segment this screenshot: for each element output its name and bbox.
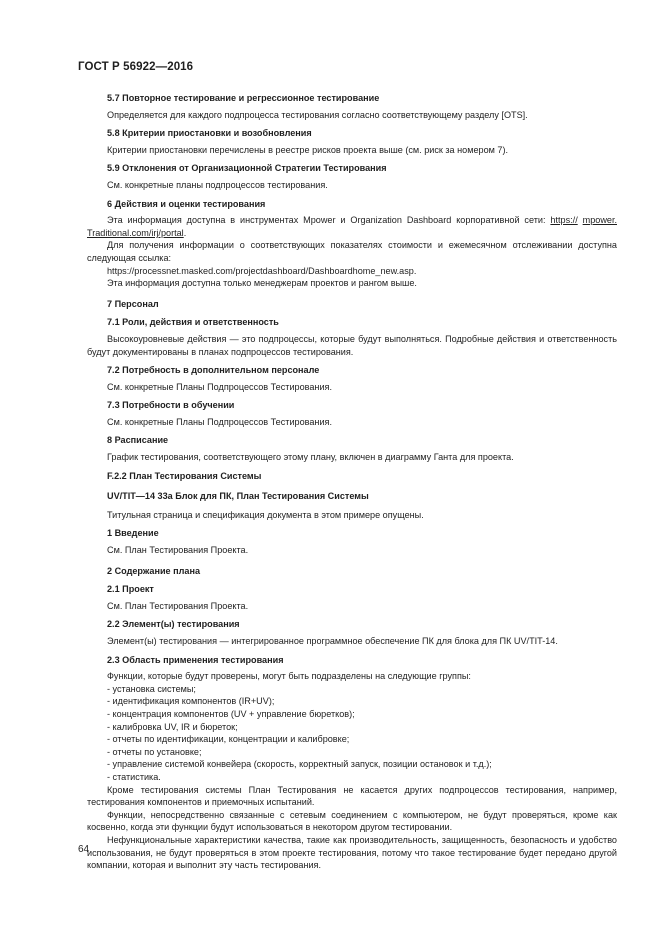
- text-6-p3: Эта информация доступна только менеджерам проектов и рангом выше.: [107, 278, 417, 289]
- heading-8: 8 Расписание: [107, 435, 169, 446]
- heading-7-2: 7.2 Потребность в дополнительном персонале: [107, 365, 320, 376]
- heading-7-1: 7.1 Роли, действия и ответственность: [107, 317, 279, 328]
- heading-2-1: 2.1 Проект: [107, 584, 154, 595]
- processnet-link[interactable]: https://processnet.masked.com/projectdashboard/Dashboardhome_new.asp.: [107, 265, 417, 276]
- list-item: - калибровка UV, IR и бюреток;: [107, 721, 238, 732]
- list-item: - установка системы;: [107, 683, 196, 694]
- list-item: - статистика.: [107, 771, 161, 782]
- text-7-1: Высокоуровневые действия — это подпроцессы, которые будут выполняться. Подробные действия и ответственность будут документированы в планах подпроцессов тестирования.: [87, 333, 617, 357]
- heading-2-3: 2.3 Область применения тестирования: [107, 654, 284, 665]
- heading-5-9: 5.9 Отклонения от Организационной Стратегии Тестирования: [107, 163, 387, 174]
- text-2-2: Элемент(ы) тестирования — интегрированное программное обеспечение ПК для блока для ПК UV/TIT-14.: [107, 636, 558, 646]
- text-7-2: См. конкретные Планы Подпроцессов Тестирования.: [107, 381, 332, 392]
- text-2-3-pa: Кроме тестирования системы План Тестирования не касается других подпроцессов тестирования, например, тестирования компонентов и приемочных испытаний.: [87, 784, 617, 808]
- text-5-9: См. конкретные планы подпроцессов тестирования.: [107, 179, 328, 190]
- standard-header: ГОСТ Р 56922—2016: [78, 61, 194, 73]
- text-1: См. План Тестирования Проекта.: [107, 545, 249, 556]
- list-item: - концентрация компонентов (UV + управление бюретков);: [107, 708, 355, 719]
- heading-uv-tit: UV/TIT—14 33а Блок для ПК, План Тестирования Системы: [107, 491, 369, 502]
- page-number: 64: [78, 844, 90, 855]
- text-8: График тестирования, соответствующего этому плану, включен в диаграмму Ганта для проекта.: [107, 452, 514, 463]
- heading-5-7: 5.7 Повторное тестирование и регрессионное тестирование: [107, 93, 380, 103]
- heading-6: 6 Действия и оценки тестирования: [107, 198, 266, 209]
- text-uv-tit: Титульная страница и спецификация документа в этом примере опущены.: [107, 509, 424, 520]
- text-2-1: См. План Тестирования Проекта.: [107, 600, 249, 611]
- text-6-p1-body: Эта информация доступна в инструментах Mpower и Organization Dashboard корпоративной сети:: [107, 215, 546, 226]
- heading-7-3: 7.3 Потребности в обучении: [107, 400, 235, 411]
- heading-f-2-2: F.2.2 План Тестирования Системы: [107, 470, 262, 481]
- text-2-3-intro: Функции, которые будут проверены, могут быть подразделены на следующие группы:: [107, 671, 471, 682]
- heading-2-2: 2.2 Элемент(ы) тестирования: [107, 619, 240, 630]
- heading-7: 7 Персонал: [107, 298, 159, 309]
- page-content: [87, 92, 617, 872]
- list-item: - идентификация компонентов (IR+UV);: [107, 696, 275, 707]
- text-5-7: Определяется для каждого подпроцесса тестирования согласно соответствующему разделу [OTS].: [107, 109, 528, 120]
- text-2-3-pc: Нефункциональные характеристики качества, такие как производительность, защищенность, безопасность и удобство использования, не будут проверяться в этом проекте тестирования, потому что такое тестирование будет передано другой компании, которая и выполнит эту часть тестирования.: [87, 834, 617, 871]
- heading-5-8: 5.8 Критерии приостановки и возобновления: [107, 128, 312, 139]
- text-2-3-pb: Функции, непосредственно связанные с сетевым соединением с компьютером, не будут проверяться, кроме как косвенно, когда эти функции будут использоваться в некотором другом тестировании.: [87, 809, 617, 833]
- mpower-link[interactable]: mpower. Traditional.com/irj/portal: [87, 215, 617, 238]
- text-6-p1: [87, 214, 617, 239]
- mpower-link-start[interactable]: https://: [550, 215, 578, 226]
- list-item: - отчеты по установке;: [107, 746, 202, 757]
- text-5-8: Критерии приостановки перечислены в реестре рисков проекта выше (см. риск за номером 7).: [107, 144, 509, 155]
- heading-1: 1 Введение: [107, 528, 159, 539]
- text-6-p2: Для получения информации о соответствующих показателях стоимости и ежемесячном отслеживании доступна следующая ссылка:: [87, 240, 617, 263]
- heading-2: 2 Содержание плана: [107, 565, 201, 576]
- text-7-3: См. конкретные Планы Подпроцессов Тестирования.: [107, 416, 332, 427]
- list-item: - управление системой конвейера (скорость, корректный запуск, позиции остановок и т.д.);: [107, 759, 492, 770]
- text-6-p1-end: .: [183, 227, 187, 238]
- list-item: - отчеты по идентификации, концентрации и калибровке;: [107, 734, 350, 745]
